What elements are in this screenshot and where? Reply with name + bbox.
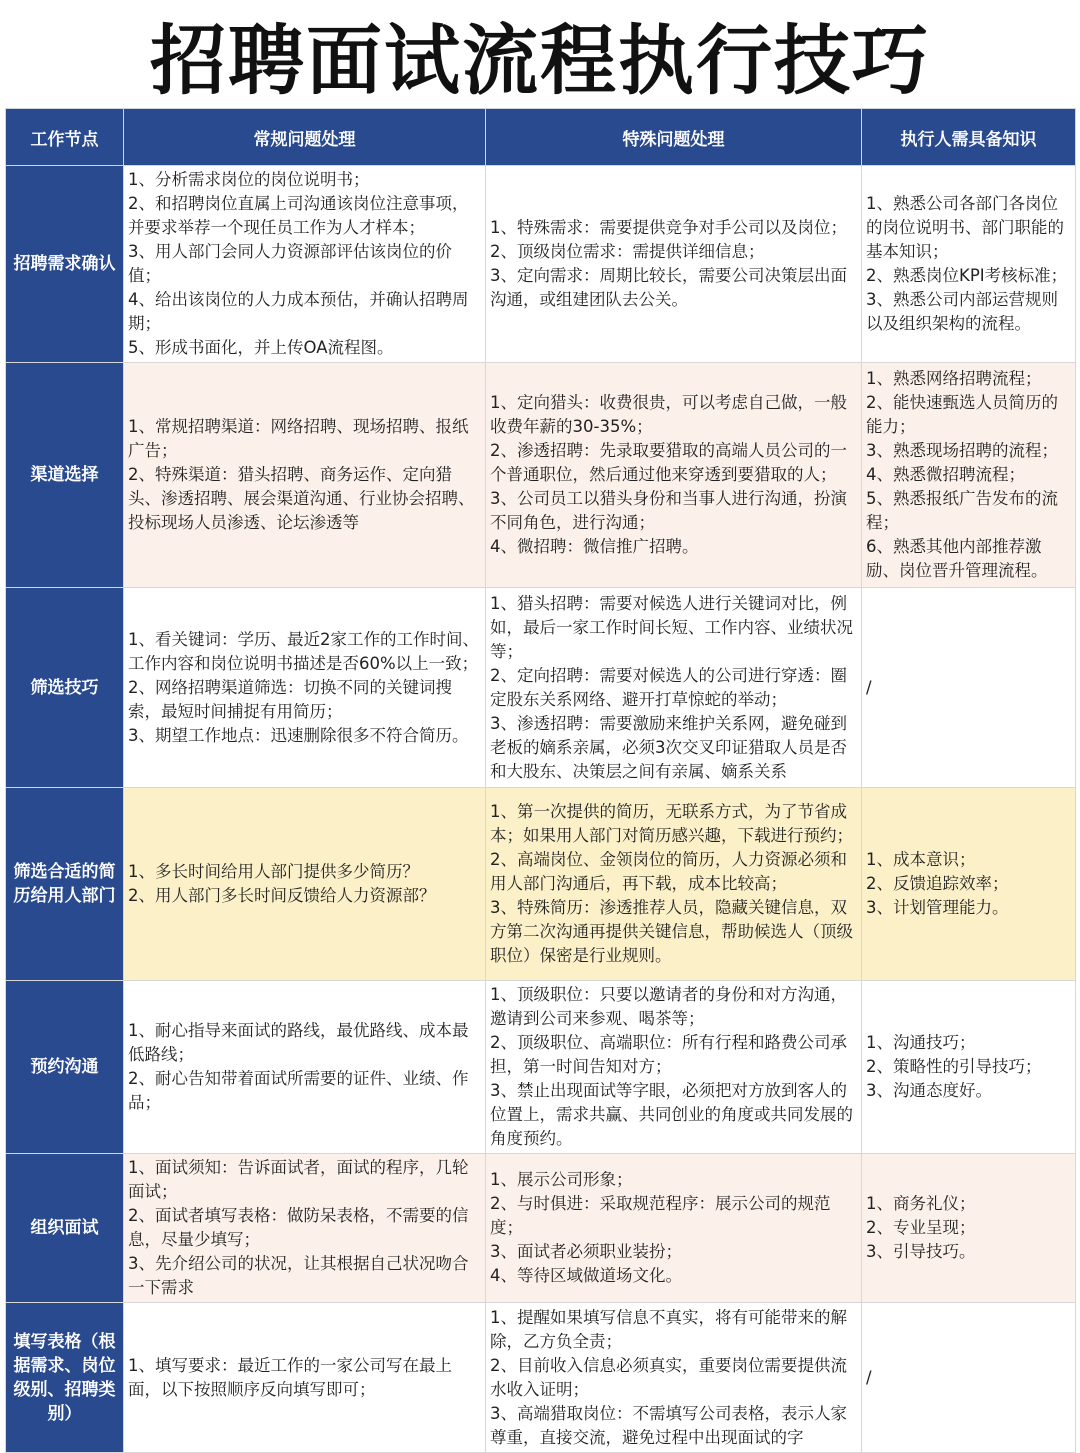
row-knowledge: 1、成本意识； 2、反馈追踪效率； 3、计划管理能力。 bbox=[862, 788, 1076, 981]
table-row bbox=[6, 788, 1076, 981]
row-regular: 1、看关键词：学历、最近2家工作的工作时间、工作内容和岗位说明书描述是否60%以上一致； 2、网络招聘渠道筛选：切换不同的关键词搜索，最短时间捕捉有用简历； 3、期望工作地点：迅速删除很多不符合简历。 bbox=[124, 588, 486, 788]
row-node: 筛选技巧 bbox=[6, 588, 124, 788]
table-row bbox=[6, 588, 1076, 788]
header-knowledge: 执行人需具备知识 bbox=[862, 109, 1076, 166]
row-special: 1、特殊需求：需要提供竞争对手公司以及岗位； 2、顶级岗位需求：需提供详细信息； 3、定向需求：周期比较长，需要公司决策层出面沟通，或组建团队去公关。 bbox=[486, 166, 862, 363]
row-regular: 1、多长时间给用人部门提供多少简历？ 2、用人部门多长时间反馈给人力资源部？ bbox=[124, 788, 486, 981]
table-header-row bbox=[6, 109, 1076, 166]
row-knowledge: / bbox=[862, 588, 1076, 788]
row-regular: 1、面试须知：告诉面试者，面试的程序，几轮面试； 2、面试者填写表格：做防呆表格，不需要的信息，尽量少填写； 3、先介绍公司的状况，让其根据自己状况吻合一下需求 bbox=[124, 1154, 486, 1303]
row-node: 招聘需求确认 bbox=[6, 166, 124, 363]
row-node: 筛选合适的简历给用人部门 bbox=[6, 788, 124, 981]
table-row bbox=[6, 1154, 1076, 1303]
row-knowledge: 1、熟悉网络招聘流程； 2、能快速甄选人员简历的能力； 3、熟悉现场招聘的流程； 4、熟悉微招聘流程； 5、熟悉报纸广告发布的流程； 6、熟悉其他内部推荐激励、岗位晋升管理流程。 bbox=[862, 363, 1076, 588]
row-regular: 1、常规招聘渠道：网络招聘、现场招聘、报纸广告； 2、特殊渠道：猎头招聘、商务运作、定向猎头、渗透招聘、展会渠道沟通、行业协会招聘、投标现场人员渗透、论坛渗透等 bbox=[124, 363, 486, 588]
table-row bbox=[6, 166, 1076, 363]
row-knowledge: 1、商务礼仪； 2、专业呈现； 3、引导技巧。 bbox=[862, 1154, 1076, 1303]
header-special: 特殊问题处理 bbox=[486, 109, 862, 166]
table-row bbox=[6, 1303, 1076, 1453]
row-regular: 1、填写要求：最近工作的一家公司写在最上面，以下按照顺序反向填写即可； bbox=[124, 1303, 486, 1453]
header-node: 工作节点 bbox=[6, 109, 124, 166]
process-table bbox=[5, 108, 1076, 1453]
row-knowledge: 1、沟通技巧； 2、策略性的引导技巧； 3、沟通态度好。 bbox=[862, 981, 1076, 1154]
row-special: 1、第一次提供的简历，无联系方式，为了节省成本；如果用人部门对简历感兴趣，下载进行预约； 2、高端岗位、金领岗位的简历，人力资源必须和用人部门沟通后，再下载，成本比较高； 3、特殊简历：渗透推荐人员，隐藏关键信息，双方第二次沟通再提供关键信息，帮助候选人（顶级职位）保密是行业规则。 bbox=[486, 788, 862, 981]
row-knowledge: 1、熟悉公司各部门各岗位的岗位说明书、部门职能的基本知识； 2、熟悉岗位KPI考核标准； 3、熟悉公司内部运营规则以及组织架构的流程。 bbox=[862, 166, 1076, 363]
row-special: 1、展示公司形象； 2、与时俱进：采取规范程序：展示公司的规范度； 3、面试者必须职业装扮； 4、等待区域做道场文化。 bbox=[486, 1154, 862, 1303]
row-regular: 1、耐心指导来面试的路线，最优路线、成本最低路线； 2、耐心告知带着面试所需要的证件、业绩、作品； bbox=[124, 981, 486, 1154]
table-row bbox=[6, 363, 1076, 588]
row-node: 渠道选择 bbox=[6, 363, 124, 588]
row-special: 1、提醒如果填写信息不真实，将有可能带来的解除，乙方负全责； 2、目前收入信息必须真实，重要岗位需要提供流水收入证明； 3、高端猎取岗位：不需填写公司表格，表示人家尊重，直接交流，避免过程中出现面试的字 bbox=[486, 1303, 862, 1453]
row-knowledge: / bbox=[862, 1303, 1076, 1453]
row-special: 1、定向猎头：收费很贵，可以考虑自己做，一般收费年薪的30-35%； 2、渗透招聘：先录取要猎取的高端人员公司的一个普通职位，然后通过他来穿透到要猎取的人； 3、公司员工以猎头身份和当事人进行沟通，扮演不同角色，进行沟通； 4、微招聘：微信推广招聘。 bbox=[486, 363, 862, 588]
row-node: 组织面试 bbox=[6, 1154, 124, 1303]
row-node: 预约沟通 bbox=[6, 981, 124, 1154]
page-title: 招聘面试流程执行技巧 bbox=[150, 15, 930, 105]
row-regular: 1、分析需求岗位的岗位说明书； 2、和招聘岗位直属上司沟通该岗位注意事项，并要求举荐一个现任员工作为人才样本； 3、用人部门会同人力资源部评估该岗位的价值； 4、给出该岗位的人力成本预估，并确认招聘周期； 5、形成书面化，并上传OA流程图。 bbox=[124, 166, 486, 363]
table-row bbox=[6, 981, 1076, 1154]
row-special: 1、猎头招聘：需要对候选人进行关键词对比，例如，最后一家工作时间长短、工作内容、业绩状况等； 2、定向招聘：需要对候选人的公司进行穿透：圈定股东关系网络、避开打草惊蛇的举动； 3、渗透招聘：需要激励来维护关系网，避免碰到老板的嫡系亲属，必须3次交叉印证猎取人员是否和大股东、决策层之间有亲属、嫡系关系 bbox=[486, 588, 862, 788]
row-special: 1、顶级职位：只要以邀请者的身份和对方沟通，邀请到公司来参观、喝茶等； 2、顶级职位、高端职位：所有行程和路费公司承担，第一时间告知对方； 3、禁止出现面试等字眼，必须把对方放到客人的位置上，需求共赢、共同创业的角度或共同发展的角度预约。 bbox=[486, 981, 862, 1154]
row-node: 填写表格（根据需求、岗位级别、招聘类别） bbox=[6, 1303, 124, 1453]
header-regular: 常规问题处理 bbox=[124, 109, 486, 166]
